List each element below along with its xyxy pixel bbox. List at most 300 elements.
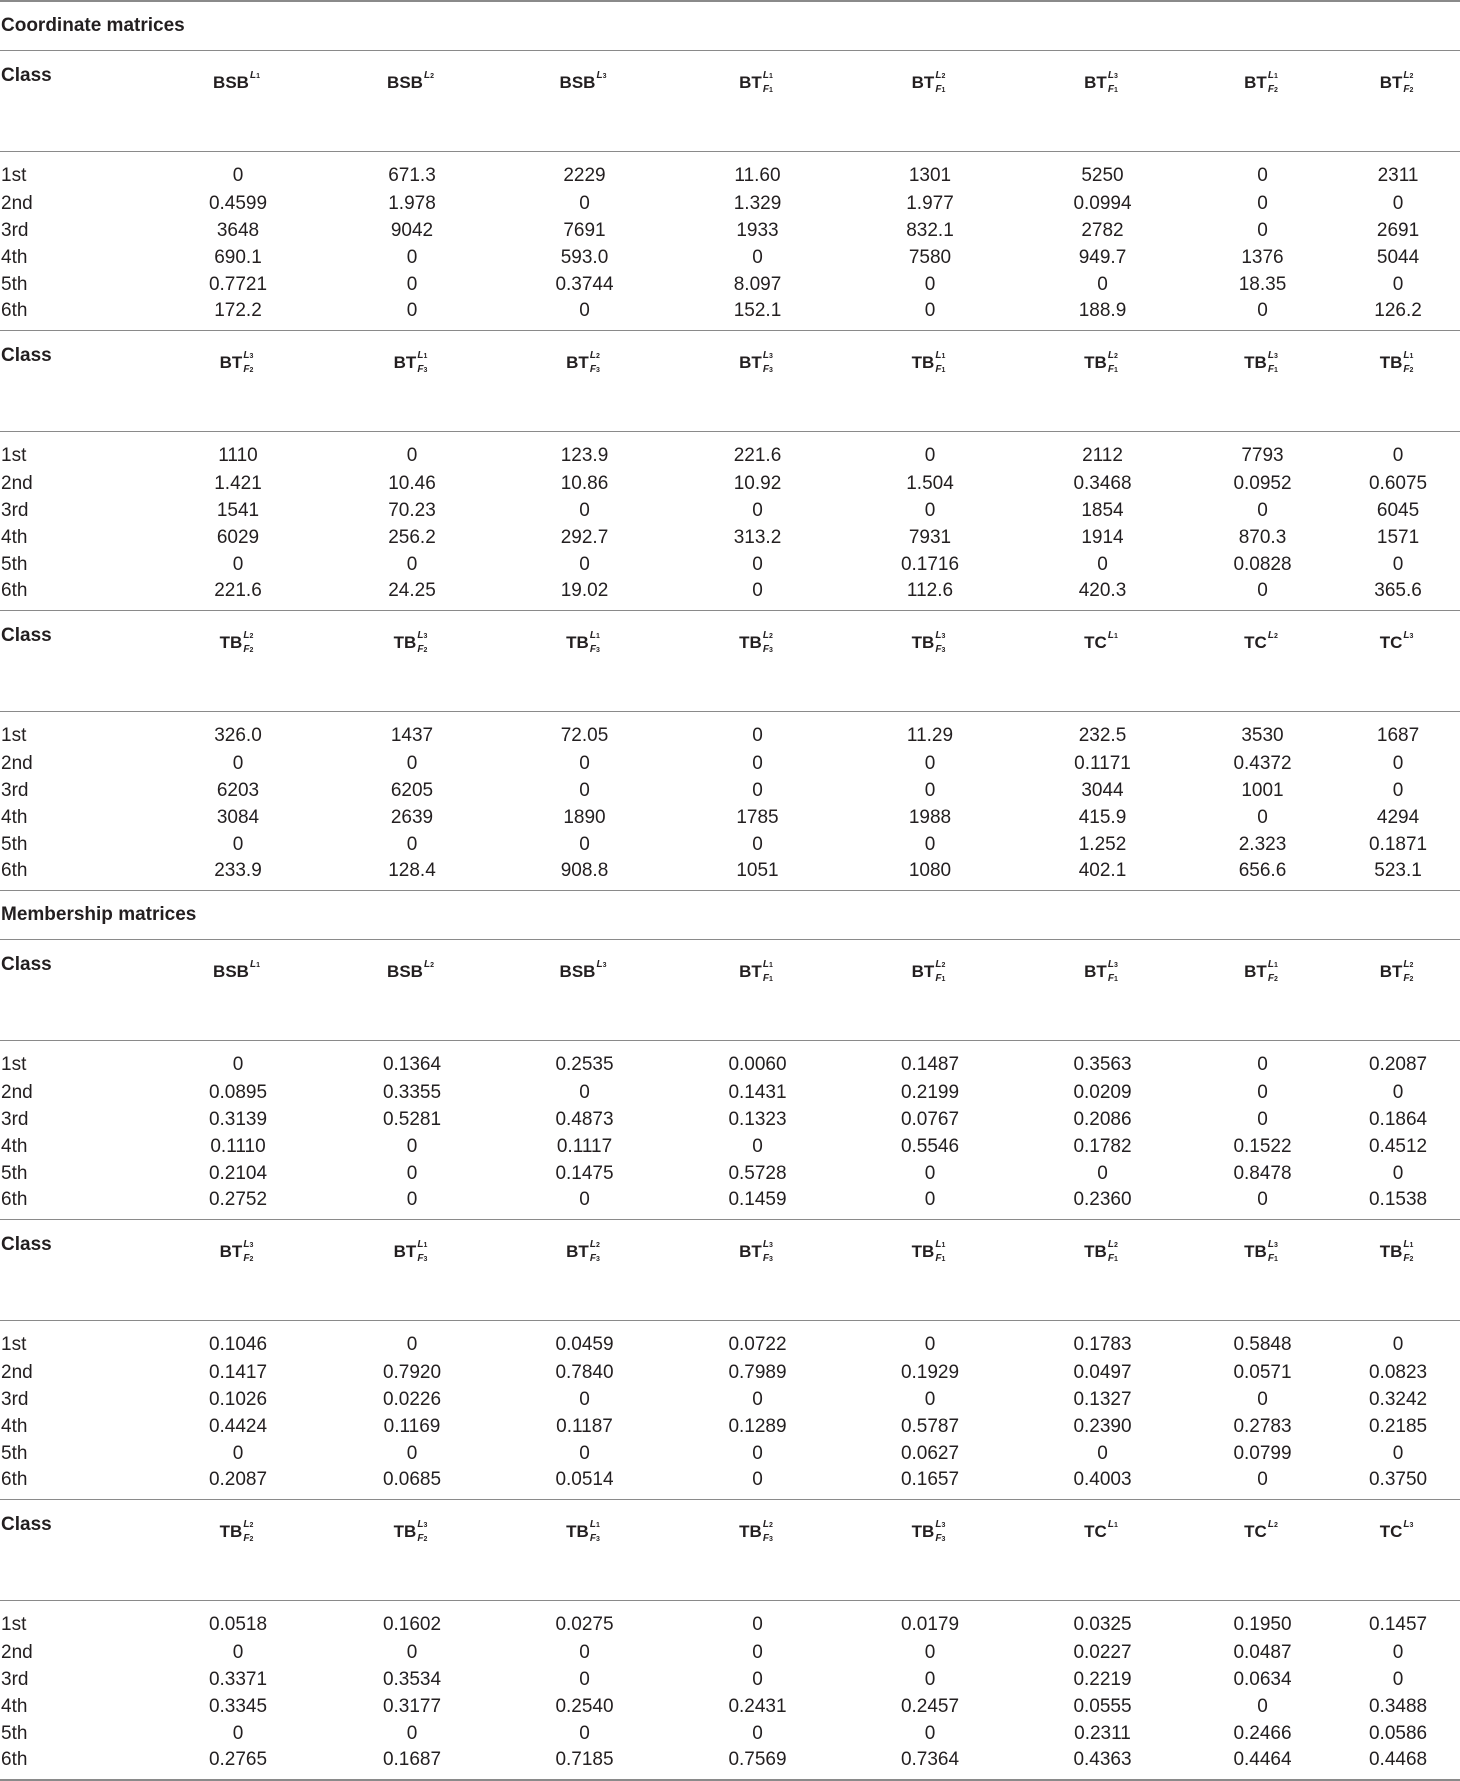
value-cell: 0 [1392, 1162, 1404, 1184]
subscript-index: 3 [595, 1256, 600, 1263]
value-cell: 0.0627 [900, 1442, 960, 1464]
superscript [763, 351, 773, 362]
value-cell: 949.7 [1078, 246, 1127, 268]
column-header-base: BT [739, 353, 762, 372]
class-cell: 6th [0, 858, 150, 891]
value-cell: 0.1657 [844, 1467, 1016, 1500]
table-row [0, 1187, 1460, 1220]
value-cell: 0 [752, 246, 763, 268]
column-header [1189, 51, 1336, 152]
column-header-base: TB [393, 633, 417, 652]
column-header [326, 1220, 498, 1321]
superscript [243, 1240, 253, 1251]
subscript [935, 645, 945, 656]
subscript-index: 1 [1113, 367, 1118, 374]
value-cell: 0.4873 [555, 1108, 614, 1130]
value-cell: 0 [924, 445, 936, 466]
superscript-letter: L [1267, 1519, 1274, 1530]
table-row [0, 1386, 1460, 1413]
column-header [1189, 1500, 1336, 1601]
superscript [1268, 960, 1278, 971]
subscript-index: 1 [1273, 367, 1278, 374]
column-header [1336, 940, 1460, 1041]
column-header-base: BT [911, 962, 935, 981]
class-cell: 4th [1, 1415, 28, 1437]
column-header-base: TB [911, 353, 935, 372]
column-header-scripts [1402, 1239, 1416, 1266]
value-cell: 0 [1097, 1442, 1108, 1464]
class-cell: 5th [1, 1162, 28, 1184]
section-title: Coordinate matrices [0, 1, 1460, 51]
value-cell: 0.2360 [1016, 1187, 1189, 1220]
value-cell: 0 [579, 1722, 590, 1744]
value-cell: 1001 [1241, 779, 1284, 801]
value-cell: 0 [579, 553, 590, 575]
subscript-index: 1 [1113, 87, 1118, 94]
value-cell: 1080 [844, 858, 1016, 891]
superscript [596, 71, 606, 82]
value-cell: 415.9 [1078, 806, 1127, 828]
value-cell: 0 [924, 273, 936, 295]
class-cell: 3rd [1, 1668, 29, 1690]
value-cell: 256.2 [388, 526, 436, 548]
superscript-index: 3 [249, 353, 254, 360]
superscript-index: 3 [768, 353, 773, 360]
class-cell: 6th [0, 1467, 150, 1500]
class-cell: 6th [0, 1187, 150, 1220]
value-cell: 0 [406, 1162, 418, 1184]
value-cell: 0 [232, 752, 244, 774]
value-cell: 0.1950 [1233, 1614, 1292, 1635]
superscript-letter: L [935, 1239, 942, 1250]
value-cell: 0 [406, 1722, 418, 1744]
superscript-index: 1 [1409, 353, 1414, 360]
column-header-base: TB [1084, 1242, 1107, 1261]
subscript [1108, 1254, 1118, 1265]
class-cell: 2nd [1, 1361, 33, 1383]
column-header [150, 1220, 326, 1321]
column-header-scripts [934, 350, 948, 377]
value-cell: 0.7185 [498, 1747, 671, 1780]
value-cell: 0 [671, 1467, 844, 1500]
value-cell: 0 [406, 1334, 418, 1355]
column-header-base: TB [739, 1522, 762, 1541]
class-cell: 6th [0, 578, 150, 611]
column-header-base: BT [566, 1242, 589, 1261]
subscript [590, 365, 600, 376]
subscript-index: 3 [768, 1536, 773, 1543]
value-cell: 0 [671, 578, 844, 611]
value-cell: 0 [1392, 1334, 1404, 1355]
subscript [763, 645, 773, 656]
value-cell: 0 [752, 1442, 763, 1464]
value-cell: 6205 [390, 779, 434, 801]
class-cell: 4th [1, 806, 28, 828]
value-cell: 0.7920 [382, 1361, 442, 1383]
column-header-scripts [762, 350, 776, 377]
subscript-letter: F [243, 1533, 250, 1544]
superscript [590, 351, 600, 362]
value-cell: 0 [1189, 578, 1336, 611]
value-cell: 5250 [1081, 165, 1124, 186]
value-cell: 0.0722 [728, 1334, 787, 1355]
value-cell: 0.7840 [555, 1361, 614, 1383]
column-header-scripts [416, 1519, 430, 1546]
subscript [243, 645, 253, 656]
class-column-header: Class [0, 1220, 150, 1321]
value-cell: 233.9 [150, 858, 326, 891]
superscript-index: 1 [256, 73, 260, 80]
value-cell: 0 [924, 1722, 936, 1744]
value-cell: 10.86 [560, 472, 609, 494]
value-cell: 0 [1392, 1081, 1404, 1103]
value-cell: 0 [1392, 553, 1404, 575]
column-header [498, 1500, 671, 1601]
superscript-letter: L [1107, 630, 1114, 641]
superscript-index: 1 [1113, 633, 1118, 640]
value-cell: 2112 [1082, 445, 1123, 466]
column-header [671, 940, 844, 1041]
column-header [498, 1220, 671, 1321]
superscript-index: 3 [1113, 962, 1118, 969]
subscript-index: 3 [423, 1256, 428, 1263]
value-cell: 0.4372 [1233, 752, 1292, 774]
subscript [1268, 974, 1278, 985]
value-cell: 0.0060 [728, 1054, 787, 1075]
header-row [0, 1220, 1460, 1321]
value-cell: 0 [1392, 1442, 1404, 1464]
value-cell: 0.7989 [728, 1361, 787, 1383]
value-cell: 0.3468 [1073, 472, 1132, 494]
value-cell: 0 [579, 779, 590, 801]
value-cell: 0 [1097, 553, 1108, 575]
subscript [1108, 85, 1118, 96]
column-header-base: TB [1244, 1242, 1267, 1261]
value-cell: 152.1 [671, 298, 844, 331]
value-cell: 1854 [1081, 499, 1124, 521]
subscript-letter: F [1107, 364, 1114, 375]
superscript [763, 960, 773, 971]
superscript-letter: L [596, 70, 603, 81]
column-header-base: BT [739, 1242, 762, 1261]
column-header [1016, 51, 1189, 152]
value-cell: 832.1 [906, 219, 954, 241]
value-cell: 0.0586 [1368, 1722, 1428, 1744]
subscript [243, 1254, 253, 1265]
superscript [417, 631, 427, 642]
column-header [1336, 51, 1460, 152]
table-body [0, 1, 1460, 1780]
value-cell: 0.1538 [1336, 1187, 1460, 1220]
value-cell: 1376 [1241, 246, 1284, 268]
column-header [150, 1500, 326, 1601]
column-header-base: TB [911, 1242, 935, 1261]
superscript-letter: L [249, 959, 257, 970]
superscript [935, 631, 945, 642]
superscript [590, 1240, 600, 1251]
superscript-letter: L [1267, 70, 1274, 81]
superscript-letter: L [1107, 1239, 1114, 1250]
table-row [0, 1041, 1460, 1080]
table-row [0, 1720, 1460, 1747]
superscript [243, 1520, 253, 1531]
column-header [326, 51, 498, 152]
value-cell: 0 [924, 1388, 936, 1410]
value-cell: 0.5546 [900, 1135, 960, 1157]
column-header-base: TB [739, 633, 762, 652]
superscript-index: 3 [249, 1242, 254, 1249]
column-header-scripts [423, 959, 437, 986]
value-cell: 0.2104 [208, 1162, 268, 1184]
value-cell: 0.3177 [382, 1695, 442, 1717]
value-cell: 0 [406, 1641, 418, 1663]
class-cell: 1st [1, 165, 27, 186]
value-cell: 326.0 [214, 725, 262, 746]
table-row [0, 578, 1460, 611]
column-header [498, 940, 671, 1041]
superscript-letter: L [589, 1519, 596, 1530]
value-cell: 1988 [908, 806, 952, 828]
value-cell: 0.0226 [382, 1388, 442, 1410]
column-header-base: TB [1379, 353, 1403, 372]
value-cell: 0.1046 [208, 1334, 268, 1355]
value-cell: 0 [752, 752, 763, 774]
subscript-index: 3 [595, 1536, 600, 1543]
column-header-base: TC [1379, 633, 1403, 652]
column-header [150, 940, 326, 1041]
value-cell: 4294 [1376, 806, 1420, 828]
column-header-scripts [416, 1239, 430, 1266]
column-header-base: BSB [559, 73, 596, 92]
superscript [1268, 631, 1278, 642]
subscript-index: 2 [1273, 87, 1278, 94]
subscript-letter: F [935, 1533, 942, 1544]
value-cell: 0.0487 [1233, 1641, 1292, 1663]
superscript-letter: L [417, 630, 424, 641]
value-cell: 5044 [1376, 246, 1420, 268]
column-header-base: TC [1084, 633, 1107, 652]
value-cell: 1.421 [214, 472, 262, 494]
column-header-scripts [1402, 70, 1416, 97]
value-cell: 0.2087 [150, 1467, 326, 1500]
column-header [844, 940, 1016, 1041]
value-cell: 188.9 [1016, 298, 1189, 331]
superscript [1108, 351, 1118, 362]
value-cell: 0 [1392, 445, 1404, 466]
value-cell: 0 [1189, 1187, 1336, 1220]
class-cell: 2nd [1, 752, 33, 774]
value-cell: 0.1417 [208, 1361, 268, 1383]
superscript-index: 1 [1113, 1522, 1118, 1529]
value-cell: 0 [1257, 499, 1268, 521]
value-cell: 7793 [1241, 445, 1284, 466]
superscript-index: 3 [941, 633, 946, 640]
superscript-index: 2 [1273, 633, 1278, 640]
value-cell: 0 [1189, 298, 1336, 331]
superscript-index: 2 [595, 353, 600, 360]
column-header [1016, 331, 1189, 432]
class-column-header: Class [0, 51, 150, 152]
subscript-index: 1 [941, 87, 946, 94]
class-cell: 5th [1, 833, 28, 855]
column-header-scripts [589, 1239, 603, 1266]
column-header-scripts [934, 70, 948, 97]
superscript-letter: L [1107, 959, 1114, 970]
table-row [0, 190, 1460, 217]
superscript [243, 351, 253, 362]
superscript-letter: L [762, 1519, 769, 1530]
table-row [0, 1639, 1460, 1666]
superscript-index: 1 [941, 1242, 946, 1249]
column-header [1189, 331, 1336, 432]
value-cell: 0.2185 [1368, 1415, 1428, 1437]
superscript-letter: L [1267, 630, 1274, 641]
value-cell: 0.2390 [1073, 1415, 1132, 1437]
value-cell: 0.0325 [1073, 1614, 1132, 1635]
value-cell: 0.0497 [1073, 1361, 1132, 1383]
superscript-index: 1 [595, 1522, 600, 1529]
subscript [417, 1534, 427, 1545]
subscript-letter: F [1403, 364, 1410, 375]
class-cell: 3rd [1, 499, 29, 521]
superscript [1108, 631, 1118, 642]
section-title-row [0, 891, 1460, 940]
subscript-letter: F [935, 1253, 942, 1264]
column-header-base: TB [566, 633, 589, 652]
subscript-index: 1 [768, 87, 773, 94]
value-cell: 0 [1392, 752, 1404, 774]
subscript-letter: F [1403, 84, 1410, 95]
superscript-letter: L [935, 630, 942, 641]
class-cell: 1st [1, 445, 27, 466]
column-header [1016, 1220, 1189, 1321]
value-cell: 1.504 [906, 472, 954, 494]
superscript-letter: L [1403, 630, 1410, 641]
column-header-base: BSB [213, 73, 249, 92]
value-cell: 0.2466 [1233, 1722, 1292, 1744]
subscript [1268, 365, 1278, 376]
class-cell: 1st [1, 725, 27, 746]
column-header-scripts [1107, 959, 1121, 986]
class-cell: 2nd [1, 1641, 33, 1663]
subscript-letter: F [762, 973, 769, 984]
column-header [844, 51, 1016, 152]
column-header-scripts [1267, 1519, 1281, 1546]
class-cell: 3rd [1, 1388, 29, 1410]
value-cell: 0 [579, 192, 590, 214]
column-header-base: TB [566, 1522, 589, 1541]
superscript-index: 1 [256, 962, 260, 969]
value-cell: 0 [406, 553, 418, 575]
column-header-base: TC [1379, 1522, 1403, 1541]
value-cell: 221.6 [150, 578, 326, 611]
value-cell: 10.46 [388, 472, 436, 494]
column-header-scripts [934, 1519, 948, 1546]
value-cell: 0.0634 [1233, 1668, 1292, 1690]
value-cell: 0 [579, 1081, 590, 1103]
subscript-letter: F [417, 1253, 424, 1264]
class-cell: 6th [0, 1747, 150, 1780]
value-cell: 18.35 [1238, 273, 1287, 295]
subscript-index: 2 [249, 647, 254, 654]
value-cell: 1890 [563, 806, 606, 828]
value-cell: 0.3563 [1073, 1054, 1132, 1075]
subscript [417, 1254, 427, 1265]
superscript [590, 631, 600, 642]
table-row [0, 1160, 1460, 1187]
value-cell: 0 [406, 833, 418, 855]
value-cell: 0.0275 [555, 1614, 614, 1635]
value-cell: 3648 [216, 219, 260, 241]
table-row [0, 831, 1460, 858]
value-cell: 0.1364 [382, 1054, 442, 1075]
value-cell: 6045 [1376, 499, 1420, 521]
value-cell: 0.1864 [1368, 1108, 1428, 1130]
value-cell: 671.3 [388, 165, 436, 186]
superscript-letter: L [423, 70, 431, 81]
subscript-letter: F [417, 1533, 424, 1544]
value-cell: 0.0895 [208, 1081, 268, 1103]
value-cell: 0 [1257, 1388, 1268, 1410]
superscript-index: 3 [1273, 1242, 1278, 1249]
column-header-base: BT [911, 73, 935, 92]
value-cell: 0 [1257, 1695, 1268, 1717]
value-cell: 1301 [908, 165, 952, 186]
superscript-index: 2 [1409, 73, 1414, 80]
subscript [1403, 974, 1413, 985]
subscript [935, 365, 945, 376]
value-cell: 126.2 [1336, 298, 1460, 331]
value-cell: 0 [844, 1187, 1016, 1220]
value-cell: 0.2311 [1074, 1722, 1131, 1744]
value-cell: 1.252 [1078, 833, 1127, 855]
value-cell: 0 [924, 833, 936, 855]
superscript-index: 1 [941, 353, 946, 360]
superscript-index: 1 [768, 962, 773, 969]
superscript-letter: L [762, 70, 769, 81]
value-cell: 0.2199 [900, 1081, 960, 1103]
header-row [0, 1500, 1460, 1601]
subscript-letter: F [589, 644, 596, 655]
superscript-index: 2 [1113, 1242, 1118, 1249]
column-header-base: TC [1244, 633, 1267, 652]
value-cell: 7580 [908, 246, 952, 268]
value-cell: 0 [232, 1442, 244, 1464]
value-cell: 0 [579, 833, 590, 855]
table-row [0, 217, 1460, 244]
value-cell: 0 [579, 1668, 590, 1690]
value-cell: 0 [752, 553, 763, 575]
column-header-scripts [762, 1519, 776, 1546]
column-header [844, 611, 1016, 712]
superscript-letter: L [243, 1239, 250, 1250]
superscript [763, 1520, 773, 1531]
superscript-letter: L [249, 70, 257, 81]
value-cell: 0.1459 [671, 1187, 844, 1220]
superscript-index: 2 [768, 1522, 773, 1529]
value-cell: 0 [232, 1641, 244, 1663]
value-cell: 7691 [563, 219, 606, 241]
value-cell: 221.6 [733, 445, 782, 466]
value-cell: 0 [1257, 806, 1268, 828]
table-row [0, 432, 1460, 471]
subscript-letter: F [417, 364, 424, 375]
value-cell: 0.5848 [1233, 1334, 1292, 1355]
value-cell: 0 [232, 1054, 244, 1075]
value-cell: 690.1 [214, 246, 262, 268]
class-column-header: Class [0, 1500, 150, 1601]
section-title: Membership matrices [0, 891, 1460, 940]
